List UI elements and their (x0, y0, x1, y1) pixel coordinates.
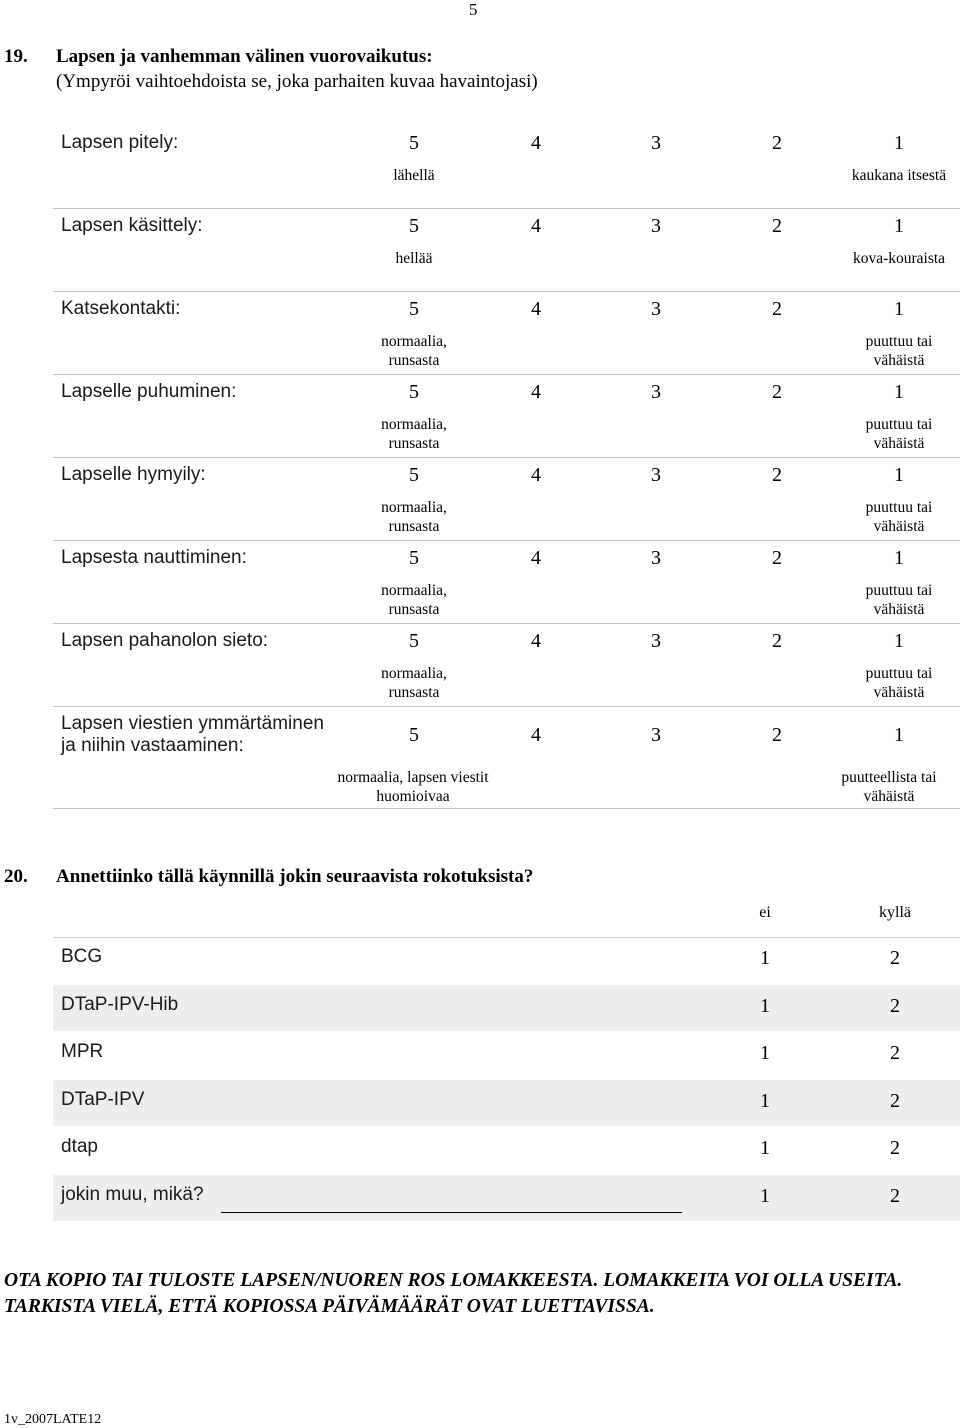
q19-row-score-2[interactable]: 2 (772, 381, 782, 403)
q19-row-score-4[interactable]: 4 (531, 547, 541, 569)
q19-last-score-2[interactable]: 2 (772, 724, 782, 746)
q19-row-low-anchor: kaukana itsestä (851, 167, 947, 184)
q19-row-score-4[interactable]: 4 (531, 298, 541, 320)
q19-last-low-anchor: puutteellista tai vähäistä (841, 769, 937, 805)
q19-row-high-anchor: hellää (395, 250, 433, 267)
q19-row-score-2[interactable]: 2 (772, 630, 782, 652)
q19-row-label: Lapsen käsittely: (61, 215, 203, 236)
q19-last-score-4[interactable]: 4 (531, 724, 541, 746)
q19-row-score-5[interactable]: 5 (409, 381, 419, 403)
q19-bottom-rule (53, 808, 960, 809)
q19-row-high-anchor: normaalia, runsasta (381, 499, 447, 535)
q19-last-label-line2: ja niihin vastaaminen: (61, 735, 244, 756)
q19-row-score-4[interactable]: 4 (531, 132, 541, 154)
q19-row-score-2[interactable]: 2 (772, 464, 782, 486)
q19-row-score-2[interactable]: 2 (772, 547, 782, 569)
q20-vaccine-row (53, 1080, 960, 1126)
q19-number: 19. (4, 46, 28, 67)
q20-answer-no[interactable]: 1 (760, 1137, 770, 1159)
q20-answer-no[interactable]: 1 (760, 1042, 770, 1064)
form-code-footer: 1v_2007LATE12 (4, 1412, 102, 1427)
q19-row-score-2[interactable]: 2 (772, 132, 782, 154)
q19-row-score-4[interactable]: 4 (531, 381, 541, 403)
q19-row-low-anchor: puuttuu tai vähäistä (865, 582, 933, 618)
q19-row-divider (53, 374, 960, 375)
q19-row-low-anchor: kova-kouraista (852, 250, 946, 267)
q19-last-score-1[interactable]: 1 (894, 724, 904, 746)
q19-row-label: Lapsesta nauttiminen: (61, 547, 247, 568)
q19-row-score-2[interactable]: 2 (772, 215, 782, 237)
q19-row-score-1[interactable]: 1 (894, 132, 904, 154)
q19-row-high-anchor: normaalia, runsasta (381, 582, 447, 618)
q19-row-score-3[interactable]: 3 (651, 132, 661, 154)
q19-row-score-2[interactable]: 2 (772, 298, 782, 320)
q20-answer-no[interactable]: 1 (760, 947, 770, 969)
q20-answer-yes[interactable]: 2 (890, 1042, 900, 1064)
q19-subtitle: (Ympyröi vaihtoehdoista se, joka parhaiten kuvaa havaintojasi) (56, 71, 538, 92)
q19-last-score-3[interactable]: 3 (651, 724, 661, 746)
q19-row-score-4[interactable]: 4 (531, 215, 541, 237)
q20-number: 20. (4, 866, 28, 887)
q19-row-label: Lapsen pahanolon sieto: (61, 630, 269, 651)
q20-answer-yes[interactable]: 2 (890, 947, 900, 969)
q19-row-divider (53, 291, 960, 292)
q20-answer-yes[interactable]: 2 (890, 995, 900, 1017)
q19-title: Lapsen ja vanhemman välinen vuorovaikutus: (56, 46, 433, 67)
q19-row-label: Lapselle puhuminen: (61, 381, 237, 402)
q19-row-score-5[interactable]: 5 (409, 298, 419, 320)
copy-instruction-notice: OTA KOPIO TAI TULOSTE LAPSEN/NUOREN ROS LOMAKKEESTA. LOMAKKEITA VOI OLLA USEITA. TARKISTA VIELÄ, ETTÄ KOPIOSSA PÄIVÄMÄÄRÄT OVAT LUETTAVISSA. (4, 1270, 903, 1317)
q19-row-score-4[interactable]: 4 (531, 630, 541, 652)
q19-row-divider (53, 623, 960, 624)
page-number: 5 (469, 0, 478, 19)
q19-row-divider (53, 457, 960, 458)
q20-answer-no[interactable]: 1 (760, 995, 770, 1017)
q19-row-score-3[interactable]: 3 (651, 215, 661, 237)
q20-vaccine-name: DTaP-IPV (61, 1089, 145, 1110)
q20-vaccine-row (53, 937, 960, 983)
q19-last-high-anchor: normaalia, lapsen viestit huomioivaa (337, 769, 489, 805)
q20-answer-no[interactable]: 1 (760, 1090, 770, 1112)
q19-row-score-3[interactable]: 3 (651, 464, 661, 486)
q19-row-score-3[interactable]: 3 (651, 547, 661, 569)
q19-row-score-1[interactable]: 1 (894, 630, 904, 652)
q20-vaccine-name: BCG (61, 946, 103, 967)
q19-row-score-5[interactable]: 5 (409, 215, 419, 237)
q19-row-score-1[interactable]: 1 (894, 547, 904, 569)
q19-row-score-1[interactable]: 1 (894, 381, 904, 403)
q19-row-score-4[interactable]: 4 (531, 464, 541, 486)
q19-row-score-3[interactable]: 3 (651, 381, 661, 403)
q20-vaccine-row (53, 1127, 960, 1173)
q20-answer-no[interactable]: 1 (760, 1185, 770, 1207)
q19-row-label: Lapsen pitely: (61, 132, 179, 153)
q19-row-score-5[interactable]: 5 (409, 630, 419, 652)
q20-vaccine-row (53, 1032, 960, 1078)
q19-row-score-5[interactable]: 5 (409, 464, 419, 486)
q19-row-divider (53, 540, 960, 541)
other-vaccine-blank-line[interactable] (221, 1212, 682, 1213)
q19-row-low-anchor: puuttuu tai vähäistä (865, 416, 933, 452)
q20-vaccine-name: dtap (61, 1136, 98, 1157)
q20-vaccine-name: DTaP-IPV-Hib (61, 994, 179, 1015)
q19-row-score-3[interactable]: 3 (651, 630, 661, 652)
q20-answer-yes[interactable]: 2 (890, 1185, 900, 1207)
q19-row-high-anchor: normaalia, runsasta (381, 333, 447, 369)
q19-row-high-anchor: normaalia, runsasta (381, 416, 447, 452)
q19-row-score-3[interactable]: 3 (651, 298, 661, 320)
q19-row-label: Katsekontakti: (61, 298, 181, 319)
q19-row-label: Lapselle hymyily: (61, 464, 206, 485)
q19-row-low-anchor: puuttuu tai vähäistä (865, 499, 933, 535)
q19-row-score-1[interactable]: 1 (894, 464, 904, 486)
q20-vaccine-row (53, 985, 960, 1031)
q19-row-high-anchor: lähellä (393, 167, 435, 184)
q20-col-header-yes: kyllä (879, 904, 911, 921)
q20-answer-yes[interactable]: 2 (890, 1137, 900, 1159)
q20-answer-yes[interactable]: 2 (890, 1090, 900, 1112)
q19-row-score-1[interactable]: 1 (894, 215, 904, 237)
q19-last-label-line1: Lapsen viestien ymmärtäminen (61, 713, 324, 734)
q20-col-header-no: ei (759, 904, 771, 921)
q19-row-low-anchor: puuttuu tai vähäistä (865, 333, 933, 369)
q20-title: Annettiinko tällä käynnillä jokin seuraavista rokotuksista? (56, 866, 534, 887)
q20-vaccine-name: MPR (61, 1041, 104, 1062)
q20-vaccine-name: jokin muu, mikä? (61, 1184, 204, 1205)
q19-row-divider (53, 208, 960, 209)
q19-row-score-1[interactable]: 1 (894, 298, 904, 320)
q19-row-low-anchor: puuttuu tai vähäistä (865, 665, 933, 701)
q19-row-score-5[interactable]: 5 (409, 547, 419, 569)
q19-row-score-5[interactable]: 5 (409, 132, 419, 154)
q19-last-score-5[interactable]: 5 (409, 724, 419, 746)
q19-row-high-anchor: normaalia, runsasta (381, 665, 447, 701)
q19-row-divider (53, 706, 960, 707)
